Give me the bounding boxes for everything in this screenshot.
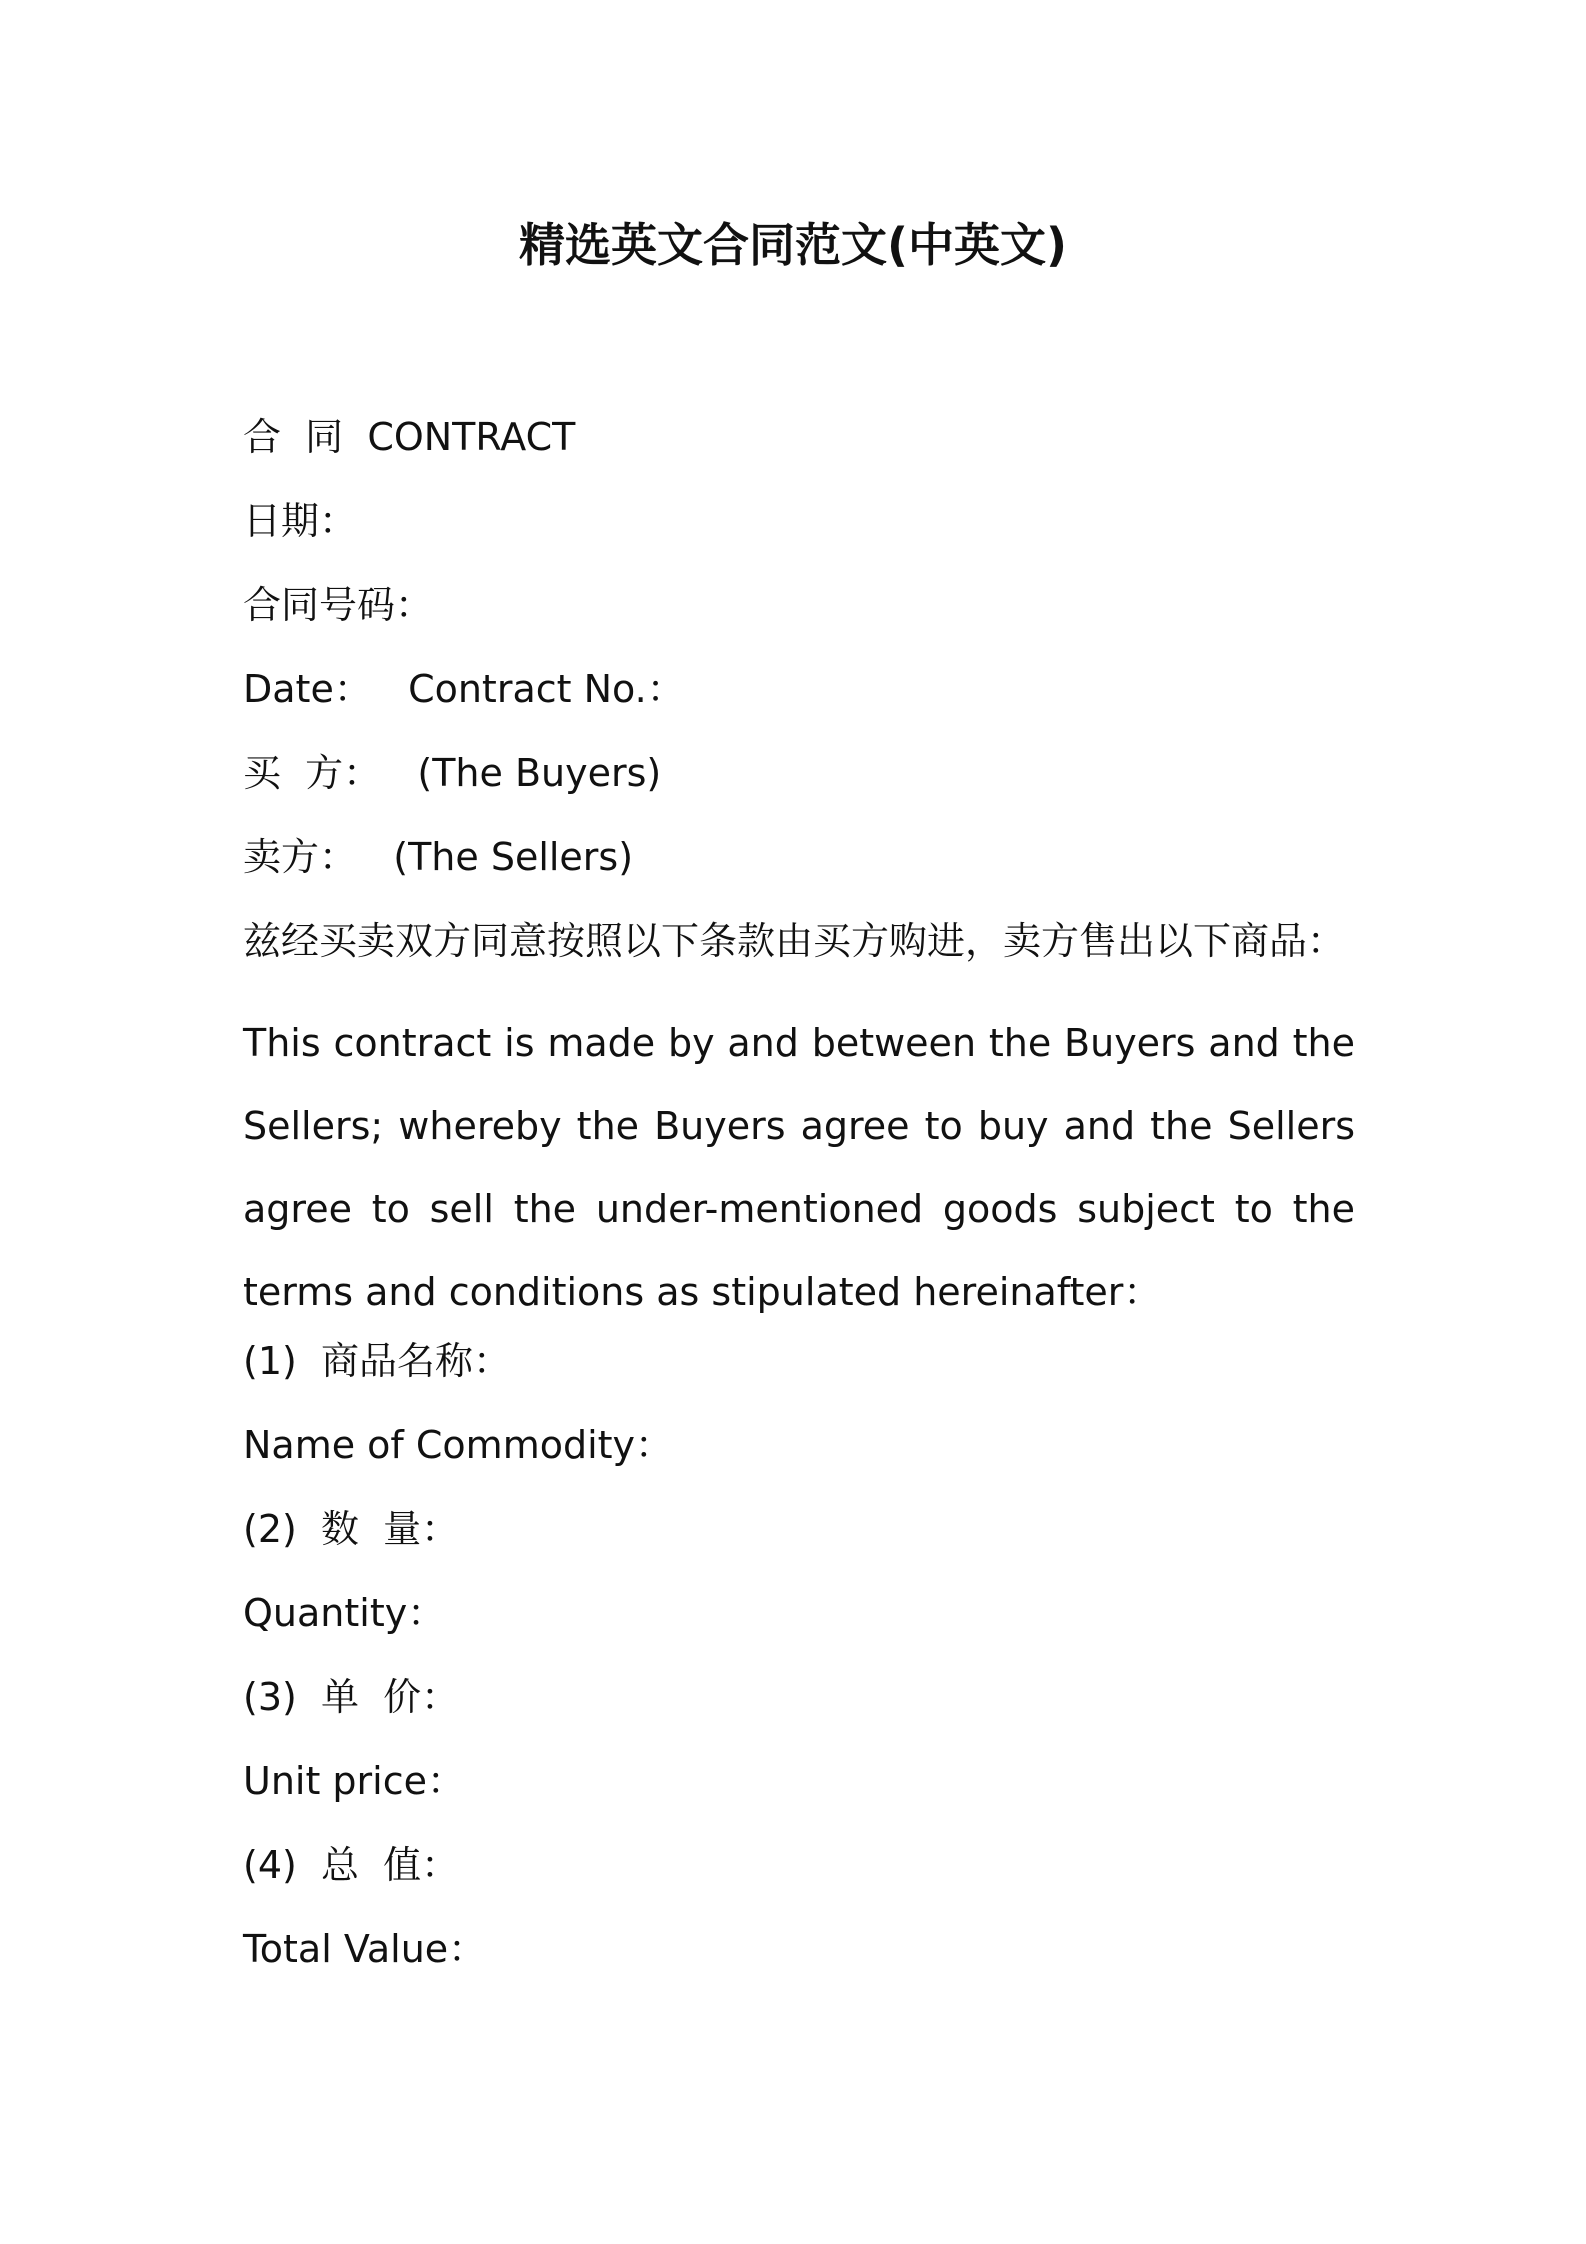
item-3-cn: (3) 单 价：: [243, 1675, 460, 1719]
item-4-en: Total Value：: [243, 1927, 487, 1971]
date-contract-label-en: Date： Contract No.：: [243, 667, 685, 711]
item-1-en: Name of Commodity：: [243, 1423, 674, 1467]
item-3-en: Unit price：: [243, 1759, 466, 1803]
item-4-cn: (4) 总 值：: [243, 1843, 460, 1887]
agreement-text-en: This contract is made by and between the Buyers and the Sellers; whereby the Buyers agree to buy and the Sellers agree to sell the under-mentioned goods subject to the terms and conditions as stipulated hereinafter：: [243, 1021, 1355, 1314]
item-2-en: Quantity：: [243, 1591, 446, 1635]
date-label-cn: 日期：: [243, 499, 358, 543]
contract-number-label-cn: 合同号码：: [243, 583, 434, 627]
item-1-cn: (1) 商品名称：: [243, 1339, 511, 1383]
sellers-line: 卖方： (The Sellers): [243, 835, 634, 879]
document-title: 精选英文合同范文(中英文): [518, 218, 1068, 272]
contract-heading: 合 同 CONTRACT: [243, 415, 576, 459]
item-2-cn: (2) 数 量：: [243, 1507, 460, 1551]
agreement-text-cn: 兹经买卖双方同意按照以下条款由买方购进，卖方售出以下商品：: [243, 919, 1346, 963]
buyers-line: 买 方： (The Buyers): [243, 751, 662, 795]
